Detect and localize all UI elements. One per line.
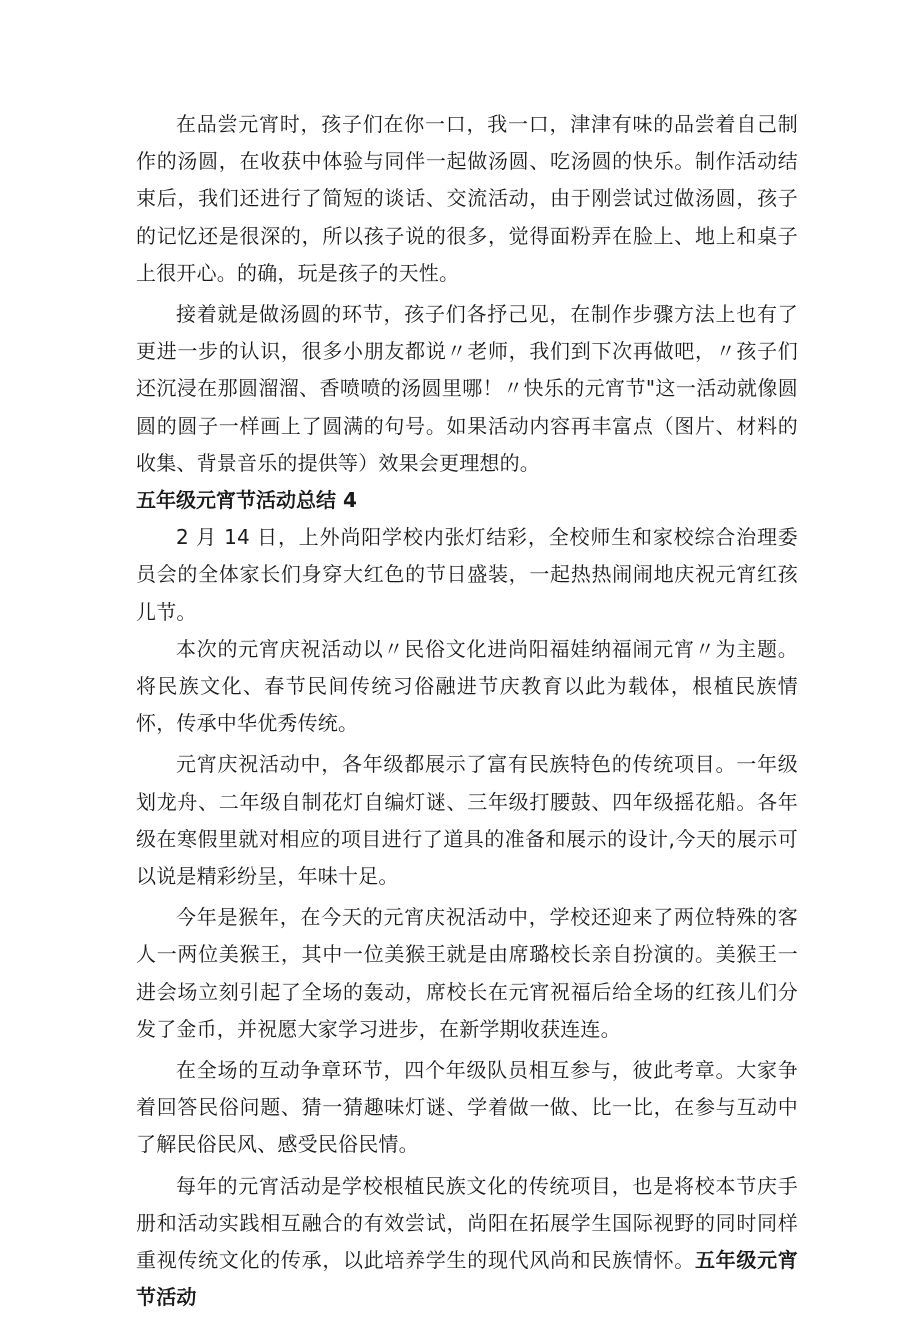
body-paragraph: 在品尝元宵时，孩子们在你一口，我一口，津津有味的品尝着自己制作的汤圆，在收获中体验与同伴一起做汤圆、吃汤圆的快乐。制作活动结束后，我们还进行了简短的谈话、交流活动，由于刚尝试过做汤圆，孩子的记忆还是很深的，所以孩子说的很多，觉得面粉弄在脸上、地上和桌子上很开心。的确，玩是孩子的天性。 bbox=[136, 112, 798, 285]
next-section-heading-inline: 五年级元宵节活动 bbox=[136, 1248, 798, 1310]
body-paragraph: 在全场的互动争章环节，四个年级队员相互参与，彼此考章。大家争着回答民俗问题、猜一猜趣味灯谜、学着做一做、比一比，在参与互动中了解民俗民风、感受民俗民情。 bbox=[136, 1058, 798, 1157]
body-paragraph: 本次的元宵庆祝活动以〃民俗文化进尚阳福娃纳福闹元宵〃为主题。将民族文化、春节民间传统习俗融进节庆教育以此为载体，根植民族情怀，传承中华优秀传统。 bbox=[136, 636, 798, 736]
body-paragraph: 2 月 14 日，上外尚阳学校内张灯结彩，全校师生和家校综合治理委员会的全体家长们身穿大红色的节日盛装，一起热热闹闹地庆祝元宵红孩儿节。 bbox=[136, 525, 798, 624]
last-paragraph-text: 每年的元宵活动是学校根植民族文化的传统项目，也是将校本节庆手册和活动实践相互融合的有效尝试，尚阳在拓展学生国际视野的同时同样重视传统文化的传承，以此培养学生的现代风尚和民族情怀。 bbox=[136, 1173, 798, 1273]
section-heading: 五年级元宵节活动总结 4 bbox=[136, 488, 357, 513]
body-paragraph: 今年是猴年，在今天的元宵庆祝活动中，学校还迎来了两位特殊的客人一两位美猴王，其中一位美猴王就是由席璐校长亲自扮演的。美猴王一进会场立刻引起了全场的轰动，席校长在元宵祝福后给全场的红孩儿们分发了金币，并祝愿大家学习进步，在新学期收获连连。 bbox=[136, 905, 798, 1041]
body-paragraph: 元宵庆祝活动中，各年级都展示了富有民族特色的传统项目。一年级划龙舟、二年级自制花灯自编灯谜、三年级打腰鼓、四年级摇花船。各年级在寒假里就对相应的项目进行了道具的准备和展示的设计,今天的展示可以说是精彩纷呈，年味十足。 bbox=[136, 752, 798, 889]
body-paragraph-last bbox=[136, 1168, 798, 1317]
document-page bbox=[136, 106, 798, 1317]
body-paragraph: 接着就是做汤圆的环节，孩子们各抒己见，在制作步骤方法上也有了更进一步的认识，很多小朋友都说〃老师，我们到下次再做吧，〃孩子们还沉浸在那圆溜溜、香喷喷的汤圆里哪！〃快乐的元宵节"这一活动就像圆圆的圆子一样画上了圆满的句号。如果活动内容再丰富点（图片、材料的收集、背景音乐的提供等）效果会更理想的。 bbox=[136, 302, 798, 475]
